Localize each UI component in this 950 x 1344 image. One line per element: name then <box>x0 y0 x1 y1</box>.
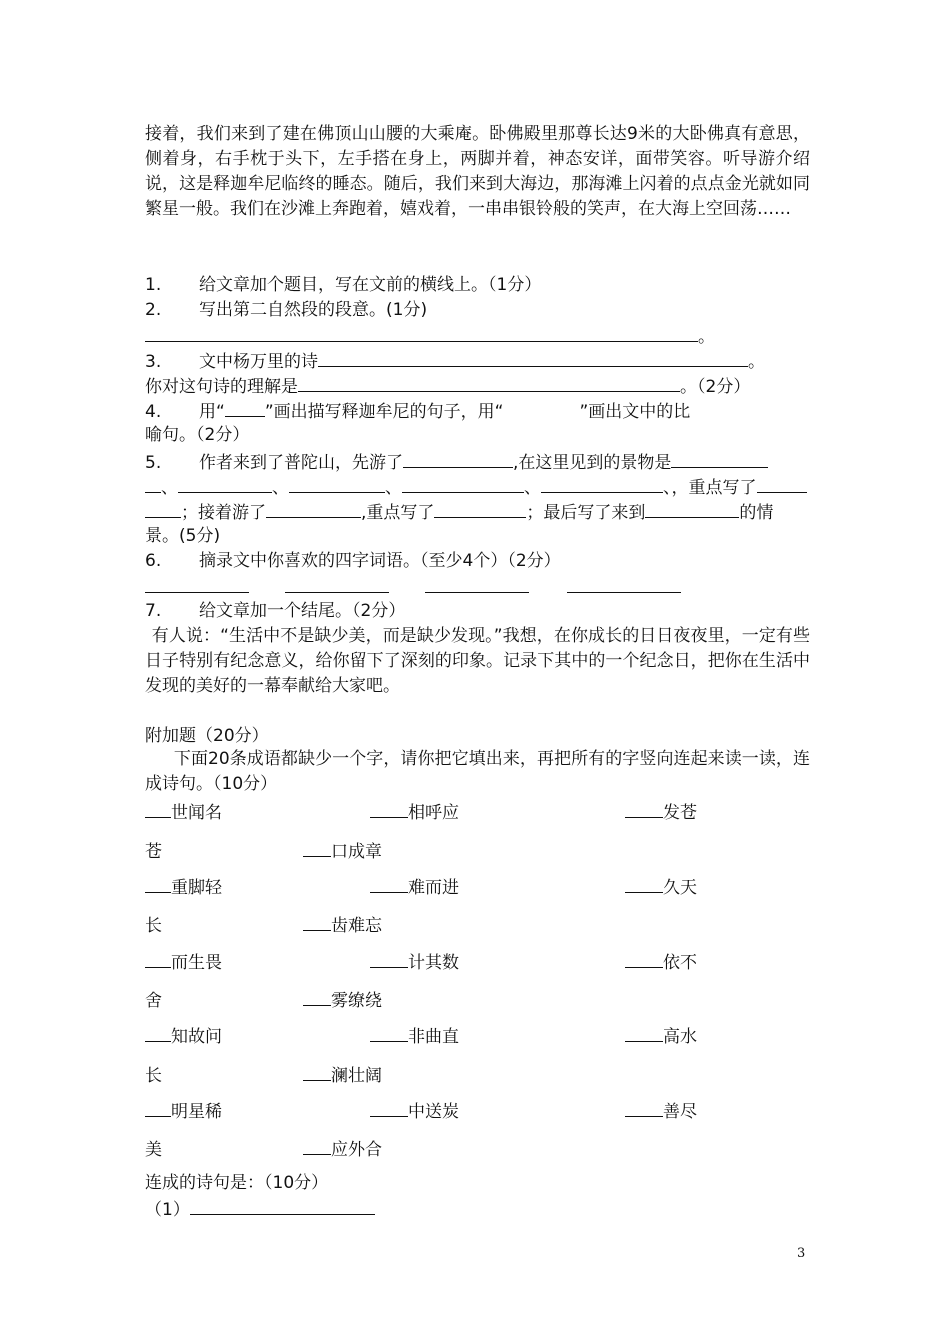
answer-blank[interactable] <box>145 574 249 593</box>
question-text: 给文章加个题目，写在文前的横线上。（1分） <box>199 275 542 295</box>
idiom-item <box>145 873 222 898</box>
idiom-item <box>625 1097 697 1122</box>
answer-blank[interactable] <box>298 373 680 392</box>
idiom-item <box>625 948 697 973</box>
idiom-text: 齿难忘 <box>331 916 382 936</box>
idiom-text: 久天 <box>663 878 697 898</box>
idiom-item <box>370 1097 459 1122</box>
idiom-text: 雾缭绕 <box>331 991 382 1011</box>
poem-item-number: （1） <box>145 1200 190 1220</box>
question-text: 景。(5分) <box>145 526 221 546</box>
question-text: 的情 <box>739 503 774 523</box>
question-text: ”画出描写释迦牟尼的句子，用“ <box>264 402 504 422</box>
question-text: 作者来到了普陀山，先游了 <box>199 453 403 473</box>
answer-blank[interactable] <box>318 348 748 367</box>
idiom-text: 非曲直 <box>408 1027 459 1047</box>
idiom-text: 善尽 <box>663 1102 697 1122</box>
question-5-line-4 <box>145 524 220 548</box>
answer-blank[interactable] <box>625 799 663 818</box>
answer-blank[interactable] <box>178 474 272 493</box>
question-4-continued <box>145 423 249 447</box>
question-text: ,重点写了 <box>361 503 435 523</box>
question-number: 2. <box>145 300 162 320</box>
idiom-item <box>145 1135 162 1160</box>
bonus-title: 附加题（20分） <box>145 726 269 746</box>
question-text: 摘录文中你喜欢的四字词语。（至少4个）（2分） <box>199 551 561 571</box>
passage-paragraph: 接着，我们来到了建在佛顶山山腰的大乘庵。卧佛殿里那尊长达9米的大卧佛真有意思，侧着身，右手枕于头下，左手搭在身上，两脚并着，神态安详，面带笑容。听导游介绍说，这是释迦牟尼临终的睡态。随后，我们来到大海边，那海滩上闪着的点点金光就如同繁星一般。我们在沙滩上奔跑着，嬉戏着，一串串银铃般的笑声，在大海上空回荡…… <box>145 124 810 219</box>
answer-blank[interactable] <box>145 1098 171 1117</box>
question-7 <box>145 599 405 623</box>
poem-label: 连成的诗句是：（10分） <box>145 1173 329 1193</box>
answer-blank[interactable] <box>541 474 663 493</box>
idiom-text: 长 <box>145 916 162 936</box>
idiom-item <box>145 798 222 823</box>
idiom-text: 澜壮阔 <box>331 1066 382 1086</box>
punctuation: 、 <box>161 478 178 498</box>
question-text: 。（2分） <box>680 377 751 397</box>
punctuation: 、 <box>272 478 289 498</box>
idiom-text: 长 <box>145 1066 162 1086</box>
idiom-text: 世闻名 <box>171 803 222 823</box>
idiom-text: 美 <box>145 1140 162 1160</box>
idiom-text: 而生畏 <box>171 953 222 973</box>
answer-blank[interactable] <box>145 799 171 818</box>
answer-blank[interactable] <box>757 474 807 493</box>
question-3-understanding <box>145 373 750 399</box>
idiom-item <box>370 948 459 973</box>
question-text: 写出第二自然段的段意。(1分) <box>199 300 428 320</box>
question-text: 喻句。（2分） <box>145 425 250 445</box>
question-4 <box>145 398 690 424</box>
question-6 <box>145 549 561 573</box>
question-number: 7. <box>145 601 162 621</box>
answer-blank[interactable] <box>190 1196 375 1215</box>
question-5-line-3 <box>145 499 773 525</box>
question-text: 给文章加一个结尾。（2分） <box>199 601 406 621</box>
poem-answer-line <box>145 1196 375 1222</box>
idiom-item <box>145 837 162 862</box>
answer-blank[interactable] <box>567 574 681 593</box>
question-5 <box>145 449 768 475</box>
answer-blank[interactable] <box>403 449 513 468</box>
answer-blank[interactable] <box>145 323 698 342</box>
idiom-item <box>303 911 382 936</box>
question-text: ”画出文中的比 <box>579 402 691 422</box>
punctuation: 、 <box>385 478 402 498</box>
idiom-item <box>145 986 162 1011</box>
answer-blank[interactable] <box>266 499 361 518</box>
punctuation: 、 <box>524 478 541 498</box>
idiom-item <box>145 1097 222 1122</box>
answer-blank[interactable] <box>289 474 385 493</box>
answer-blank[interactable] <box>303 838 331 857</box>
idiom-item <box>625 1022 697 1047</box>
answer-blank[interactable] <box>145 474 161 493</box>
answer-blank[interactable] <box>434 499 526 518</box>
idiom-text: 口成章 <box>331 842 382 862</box>
question-number: 5. <box>145 453 162 473</box>
question-number: 6. <box>145 551 162 571</box>
question-3 <box>145 348 765 374</box>
answer-blank[interactable] <box>370 949 408 968</box>
answer-blank[interactable] <box>145 1023 171 1042</box>
idiom-item <box>303 1061 382 1086</box>
punctuation: 。 <box>748 352 765 372</box>
essay-prompt: 有人说：“生活中不是缺少美，而是缺少发现。”我想，在你成长的日日夜夜里，一定有些日子特别有纪念意义，给你留下了深刻的印象。记录下其中的一个纪念日，把你在生活中发现的美好的一幕奉献给大家吧。 <box>145 626 810 696</box>
answer-blank[interactable] <box>645 499 739 518</box>
answer-blank[interactable] <box>625 1023 663 1042</box>
answer-blank[interactable] <box>625 1098 663 1117</box>
question-1 <box>145 273 541 297</box>
question-number: 3. <box>145 352 162 372</box>
question-6-answer-line <box>145 574 681 600</box>
question-number: 4. <box>145 402 162 422</box>
answer-blank[interactable] <box>303 1062 331 1081</box>
idiom-item <box>625 873 697 898</box>
question-text: 你对这句诗的理解是 <box>145 377 298 397</box>
punctuation: 。 <box>698 327 715 347</box>
answer-blank[interactable] <box>303 1136 331 1155</box>
idiom-item <box>370 873 459 898</box>
question-2-answer-line <box>145 323 715 349</box>
answer-blank[interactable] <box>370 874 408 893</box>
idiom-text: 明星稀 <box>171 1102 222 1122</box>
idiom-text: 舍 <box>145 991 162 1011</box>
idiom-item <box>370 1022 459 1047</box>
question-text: ,在这里见到的景物是 <box>513 453 672 473</box>
answer-blank[interactable] <box>671 449 768 468</box>
answer-blank[interactable] <box>225 398 265 417</box>
idiom-item <box>303 1135 382 1160</box>
idiom-item <box>303 986 382 1011</box>
page-number: 3 <box>797 1246 806 1261</box>
answer-blank[interactable] <box>145 949 171 968</box>
idiom-text: 计其数 <box>408 953 459 973</box>
idiom-text: 相呼应 <box>408 803 459 823</box>
answer-blank[interactable] <box>303 987 331 1006</box>
idiom-item <box>303 837 382 862</box>
answer-blank[interactable] <box>370 1023 408 1042</box>
idiom-text: 知故问 <box>171 1027 222 1047</box>
answer-blank[interactable] <box>370 1098 408 1117</box>
question-text: 用“ <box>199 402 225 422</box>
idiom-item <box>145 1022 222 1047</box>
answer-blank[interactable] <box>625 949 663 968</box>
question-text: ；接着游了 <box>181 503 266 523</box>
answer-blank[interactable] <box>145 499 181 518</box>
idiom-text: 难而进 <box>408 878 459 898</box>
answer-blank[interactable] <box>625 874 663 893</box>
question-text: 文中杨万里的诗 <box>199 352 318 372</box>
answer-blank[interactable] <box>285 574 389 593</box>
idiom-item <box>370 798 459 823</box>
bonus-intro: 下面20条成语都缺少一个字，请你把它填出来，再把所有的字竖向连起来读一读，连成诗句。（10分） <box>145 749 810 794</box>
idiom-text: 重脚轻 <box>171 878 222 898</box>
answer-blank[interactable] <box>145 874 171 893</box>
idiom-item <box>625 798 697 823</box>
idiom-text: 苍 <box>145 842 162 862</box>
idiom-item <box>145 948 222 973</box>
idiom-text: 依不 <box>663 953 697 973</box>
question-5-line-2 <box>145 474 807 500</box>
idiom-text: 中送炭 <box>408 1102 459 1122</box>
idiom-item <box>145 911 162 936</box>
answer-blank[interactable] <box>370 799 408 818</box>
answer-blank[interactable] <box>402 474 524 493</box>
idiom-text: 高水 <box>663 1027 697 1047</box>
question-2 <box>145 298 427 322</box>
idiom-item <box>145 1061 162 1086</box>
answer-blank[interactable] <box>425 574 529 593</box>
idiom-text: 应外合 <box>331 1140 382 1160</box>
idiom-text: 发苍 <box>663 803 697 823</box>
answer-blank[interactable] <box>303 912 331 931</box>
question-number: 1. <box>145 275 162 295</box>
question-text: 、，重点写了 <box>663 478 757 498</box>
question-text: ；最后写了来到 <box>526 503 646 523</box>
